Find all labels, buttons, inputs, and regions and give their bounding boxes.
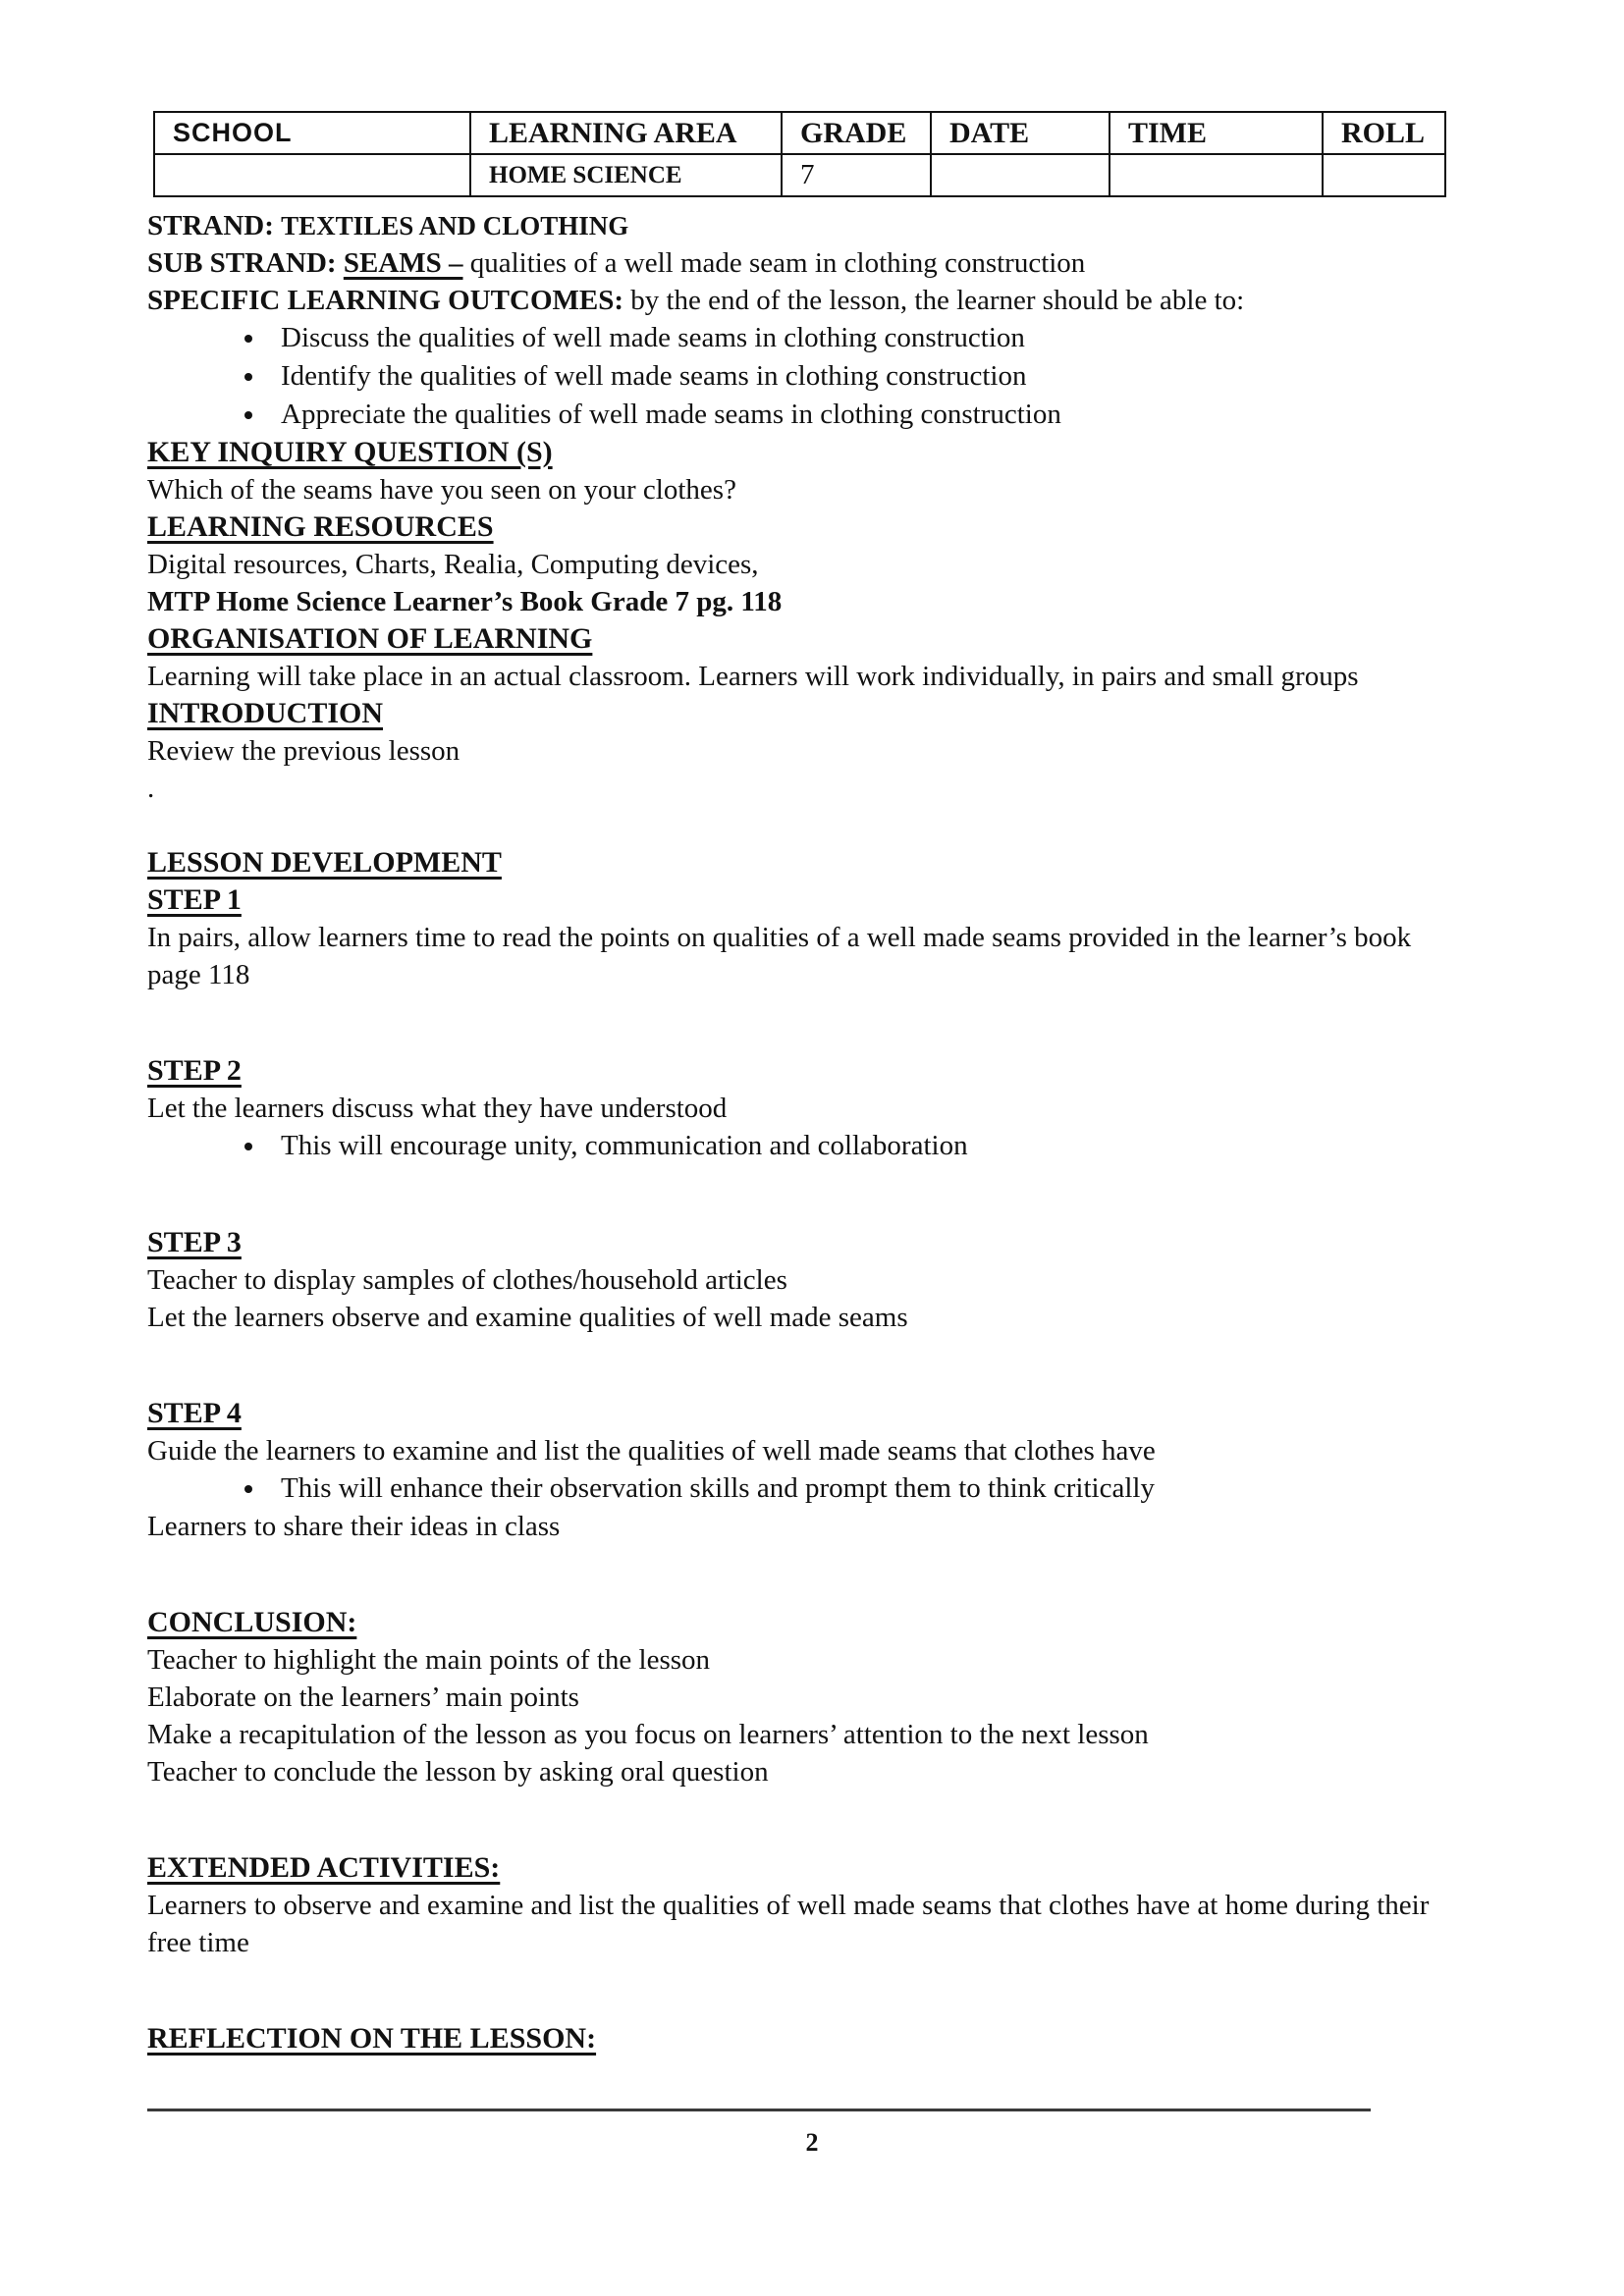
learning-resources-book: MTP Home Science Learner’s Book Grade 7 pg. 118 <box>147 586 783 617</box>
grade-value-cell: 7 <box>782 154 931 196</box>
page-number: 2 <box>805 2128 819 2157</box>
step2-bullet-list <box>147 1127 1453 1165</box>
step4-line1: Guide the learners to examine and list the qualities of well made seams that clothes have <box>147 1435 1156 1467</box>
step1-body: In pairs, allow learners time to read the points on qualities of a well made seams provided in the learner’s book page 118 <box>147 922 1412 990</box>
reflection-fill-line <box>147 2109 1371 2111</box>
document-content <box>147 111 1453 2111</box>
key-inquiry-question: Which of the seams have you seen on your clothes? <box>147 474 736 506</box>
lesson-development-heading <box>147 844 1453 881</box>
date-value-cell <box>931 154 1110 196</box>
key-inquiry-heading-text: KEY INQUIRY QUESTION (S) <box>147 436 553 468</box>
sub-strand-title: SEAMS – <box>343 247 463 279</box>
sub-strand-line <box>147 244 1453 282</box>
introduction-heading <box>147 695 1453 732</box>
introduction-heading-text: INTRODUCTION <box>147 697 384 729</box>
header-table <box>153 111 1446 197</box>
learning-area-header-cell: LEARNING AREA <box>470 112 782 154</box>
learning-resources-heading <box>147 508 1453 546</box>
step4-bullet: • This will enhance their observation skills and prompt them to think critically <box>267 1469 1453 1508</box>
step3-heading <box>147 1224 1453 1261</box>
extended-activities-heading-text: EXTENDED ACTIVITIES: <box>147 1851 501 1884</box>
stray-dot: . <box>147 773 155 804</box>
sub-strand-label: SUB STRAND: <box>147 247 337 279</box>
learning-resources-heading-text: LEARNING RESOURCES <box>147 510 494 543</box>
step1-heading <box>147 881 1453 919</box>
sub-strand-description: qualities of a well made seam in clothing construction <box>469 247 1086 279</box>
outcome-item: • Discuss the qualities of well made seams in clothing construction <box>267 319 1453 357</box>
step4-heading <box>147 1395 1453 1432</box>
strand-value: TEXTILES AND CLOTHING <box>281 211 629 240</box>
organisation-heading-text: ORGANISATION OF LEARNING <box>147 622 593 655</box>
organisation-body: Learning will take place in an actual classroom. Learners will work individually, in pairs and small groups <box>147 661 1359 692</box>
conclusion-line: Elaborate on the learners’ main points <box>147 1682 579 1713</box>
school-header-cell: SCHOOL <box>154 112 470 154</box>
roll-header-cell: ROLL <box>1323 112 1445 154</box>
step2-heading <box>147 1052 1453 1090</box>
conclusion-line: Make a recapitulation of the lesson as you focus on learners’ attention to the next lesson <box>147 1719 1149 1750</box>
outcomes-line <box>147 282 1453 319</box>
roll-value-cell <box>1323 154 1445 196</box>
conclusion-line: Teacher to highlight the main points of the lesson <box>147 1644 711 1676</box>
reflection-heading-text: REFLECTION ON THE LESSON: <box>147 2022 597 2055</box>
lesson-plan-body <box>147 207 1453 2111</box>
learning-resources-line: Digital resources, Charts, Realia, Computing devices, <box>147 549 759 580</box>
step3-line2: Let the learners observe and examine qualities of well made seams <box>147 1302 908 1333</box>
step3-heading-text: STEP 3 <box>147 1226 242 1258</box>
introduction-body: Review the previous lesson <box>147 735 460 767</box>
outcomes-intro: by the end of the lesson, the learner should be able to: <box>630 285 1245 316</box>
step2-heading-text: STEP 2 <box>147 1054 242 1087</box>
time-header-cell: TIME <box>1110 112 1323 154</box>
reflection-heading <box>147 2020 1453 2057</box>
conclusion-line: Teacher to conclude the lesson by asking oral question <box>147 1756 769 1788</box>
school-value-cell <box>154 154 470 196</box>
outcomes-label: SPECIFIC LEARNING OUTCOMES: <box>147 285 623 316</box>
step4-bullet-list <box>147 1469 1453 1508</box>
step1-heading-text: STEP 1 <box>147 883 242 916</box>
header-row <box>154 112 1445 154</box>
conclusion-heading <box>147 1604 1453 1641</box>
outcome-item: • Appreciate the qualities of well made seams in clothing construction <box>267 396 1453 434</box>
learning-area-value-cell: HOME SCIENCE <box>470 154 782 196</box>
strand-label: STRAND: <box>147 210 274 241</box>
step2-body: Let the learners discuss what they have understood <box>147 1093 728 1124</box>
step4-heading-text: STEP 4 <box>147 1397 242 1429</box>
grade-header-cell: GRADE <box>782 112 931 154</box>
extended-activities-body: Learners to observe and examine and list the qualities of well made seams that clothes have at home during their free time <box>147 1890 1430 1958</box>
outcomes-bullet-list <box>147 319 1453 434</box>
date-header-cell: DATE <box>931 112 1110 154</box>
outcome-item: • Identify the qualities of well made seams in clothing construction <box>267 357 1453 396</box>
organisation-heading <box>147 620 1453 658</box>
lesson-development-heading-text: LESSON DEVELOPMENT <box>147 846 502 879</box>
extended-activities-heading <box>147 1849 1453 1887</box>
step2-bullet: • This will encourage unity, communication and collaboration <box>267 1127 1453 1165</box>
value-row <box>154 154 1445 196</box>
step3-line1: Teacher to display samples of clothes/household articles <box>147 1264 787 1296</box>
time-value-cell <box>1110 154 1323 196</box>
key-inquiry-heading <box>147 434 1453 471</box>
conclusion-heading-text: CONCLUSION: <box>147 1606 357 1638</box>
strand-line <box>147 207 1453 244</box>
step4-line2: Learners to share their ideas in class <box>147 1511 561 1542</box>
